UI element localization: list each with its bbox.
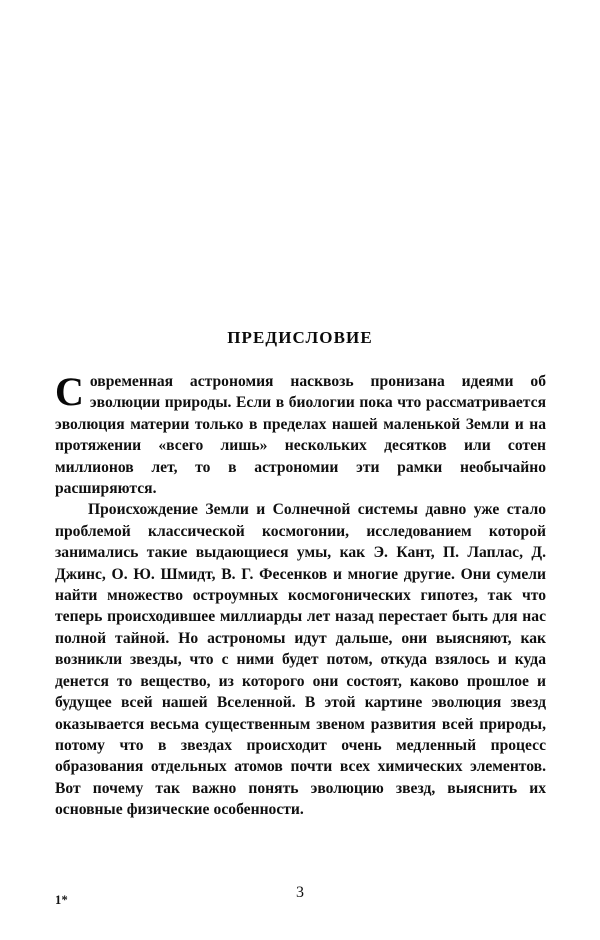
paragraph-1 xyxy=(55,371,546,499)
body-text-block xyxy=(55,371,546,821)
signature-mark: 1* xyxy=(55,893,69,907)
page-title: ПРЕДИСЛОВИЕ xyxy=(227,328,373,348)
paragraph-1-text: овременная астрономия насквозь пронизана идеями об эволюции природы. Если в биологии пока что рассматривается эволюция материи только в пределах нашей маленькой Земли и на протяжении «всего лишь» нескольких десятков или сотен миллионов лет, то в астрономии эти рамки необычайно расширяются. xyxy=(55,373,546,498)
page-number: 3 xyxy=(296,884,304,901)
paragraph-2-text: Происхождение Земли и Солнечной системы давно уже стало проблемой классической космогонии, исследованием которой занимались такие выдающиеся умы, как Э. Кант, П. Лаплас, Д. Джинс, О. Ю. Шмидт, В. Г. Фесенков и многие другие. Они сумели найти множество остроумных космогонических гипотез, так что теперь происходившее миллиарды лет назад перестает быть для нас полной тайной. Но астрономы идут дальше, они выясняют, как возникли звезды, что с ними будет потом, откуда взялось и куда денется то вещество, из которого они состоят, каково прошлое и будущее всей нашей Вселенной. В этой картине эволюция звезд оказывается весьма существенным звеном развития всей природы, потому что в звездах происходит очень медленный процесс образования отдельных атомов почти всех химических элементов. Вот почему так важно понять эволюцию звезд, выяснить их основные физические особенности. xyxy=(55,501,546,819)
drop-cap: С xyxy=(55,369,84,414)
paragraph-2 xyxy=(55,499,546,820)
